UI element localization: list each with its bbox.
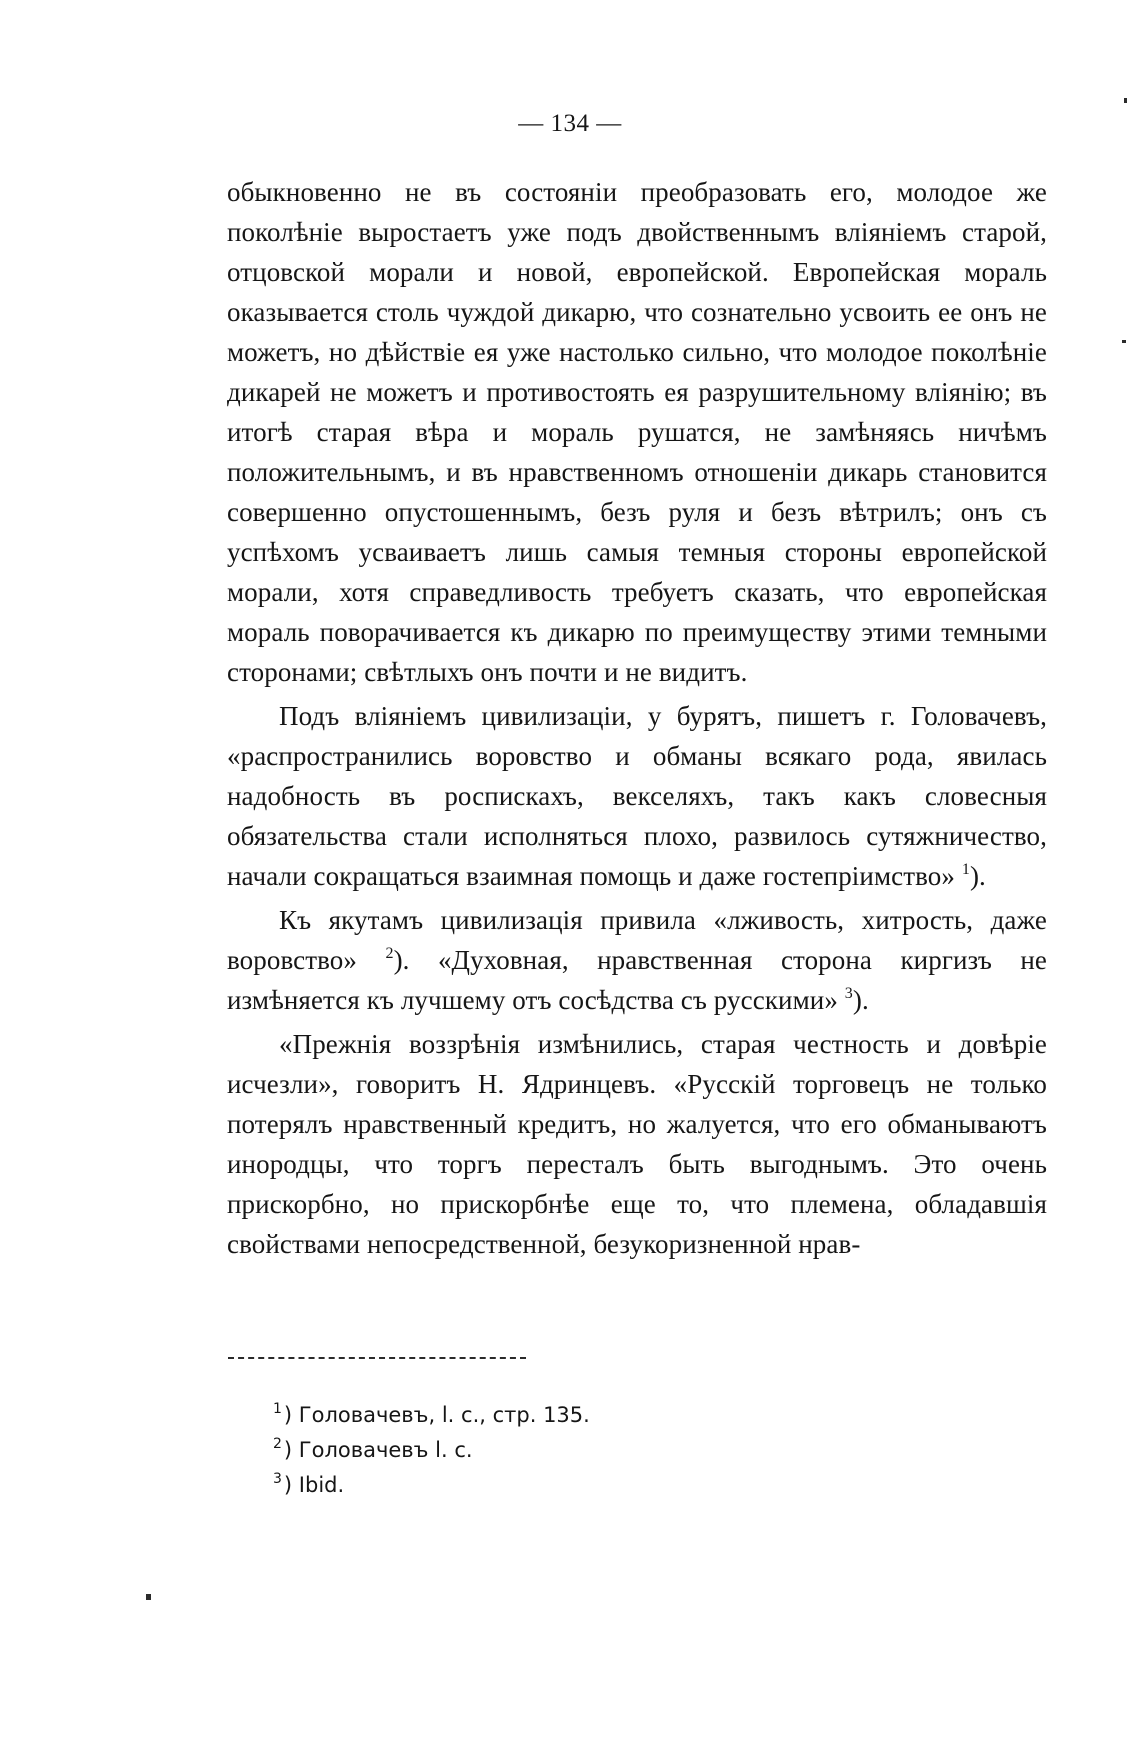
paragraph: [227, 172, 1047, 692]
paragraph-text: «Прежнiя воззрѣнiя измѣнились, старая честность и довѣрiе исчезли», говоритъ Н. Ядринцевъ. «Русскiй торговецъ не только потерялъ нравственный кредитъ, но жалуется, что его обманываютъ инородцы, что торгъ пересталъ быть выгоднымъ. Это очень прискорбно, но прискорбнѣе еще то, что племена, обладавшiя свойствами непосредственной, безукоризненной нрав-: [227, 1029, 1047, 1259]
paragraph: [227, 696, 1047, 896]
footnotes: [273, 1398, 590, 1503]
paragraph-text: Подъ влiянiемъ цивилизацiи, у бурятъ, пишетъ г. Головачевъ, «распространились воровство и обманы всякаго рода, явилась надобность въ роспискахъ, векселяхъ, такъ какъ словесныя обязательства стали исполняться плохо, развилось сутяжничество, начали сокращаться взаимная помощь и даже гостепрiимство»: [227, 701, 1047, 891]
footnote-text: ) Головачевъ l. c.: [283, 1438, 473, 1462]
footnote-reference: 2: [385, 945, 394, 962]
footnote-reference: 3: [844, 985, 853, 1002]
paragraph-text: обыкновенно не въ состоянiи преобразовать его, молодое же поколѣнiе выростаетъ уже подъ двойственнымъ влiянiемъ старой, отцовской морали и новой, европейской. Европейская мораль оказывается столь чуждой дикарю, что сознательно усвоить ее онъ не можетъ, но дѣйствiе ея уже настолько сильно, что молодое поколѣнiе дикарей не можетъ и противостоять ея разрушительному влiянiю; въ итогѣ старая вѣра и мораль рушатся, не замѣняясь ничѣмъ положительнымъ, и въ нравственномъ отношенiи дикарь становится совершенно опустошеннымъ, безъ руля и безъ вѣтрилъ; онъ съ успѣхомъ усваиваетъ лишь самыя темныя стороны европейской морали, хотя справедливость требуетъ сказать, что европейская мораль поворачивается къ дикарю по преимуществу этими темными сторонами; свѣтлыхъ онъ почти и не видитъ.: [227, 177, 1047, 687]
footnote-item: [273, 1398, 590, 1433]
footnote-separator: [228, 1357, 526, 1359]
body-text: [227, 172, 1047, 1264]
paragraph-text: ). «Духовная, нравственная сторона киргизъ не измѣняется къ лучшему отъ сосѣдства съ русскими»: [227, 945, 1047, 1015]
paragraph-text: Къ якутамъ цивилизацiя привила «лживость, хитрость, даже воровство»: [227, 905, 1047, 975]
footnote-text: ) Ibid.: [283, 1473, 345, 1497]
footnote-mark: 1: [273, 1401, 282, 1417]
page-number: — 134 —: [518, 110, 622, 137]
paragraph: [227, 1024, 1047, 1264]
paragraph: [227, 900, 1047, 1020]
footnote-reference: 1: [961, 861, 970, 878]
footnote-mark: 3: [273, 1471, 282, 1487]
footnote-item: [273, 1433, 590, 1468]
footnote-text: ) Головачевъ, l. c., стр. 135.: [283, 1403, 590, 1427]
scan-speck-top-right: [1124, 98, 1127, 103]
scan-speck-right-middle: [1122, 340, 1126, 343]
scan-speck-bottom-left: [146, 1594, 151, 1600]
footnote-mark: 2: [273, 1436, 282, 1452]
footnote-item: [273, 1468, 590, 1503]
paragraph-text: ).: [852, 985, 869, 1015]
paragraph-text: ).: [969, 861, 986, 891]
